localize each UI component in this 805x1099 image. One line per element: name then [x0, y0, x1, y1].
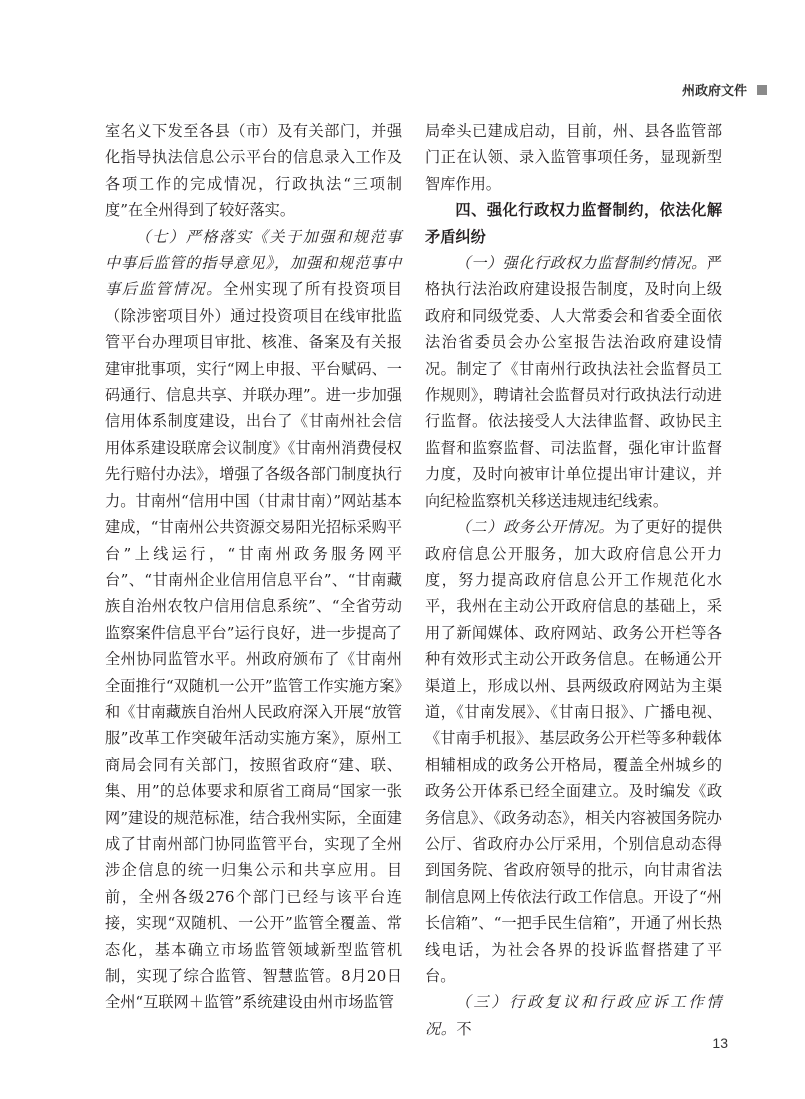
paragraph: 局牵头已建成启动，目前，州、县各监管部门正在认领、录入监管事项任务，显现新型智库作用。 [425, 122, 722, 193]
paragraph [105, 224, 402, 1016]
paragraph-body: 为了更好的提供政府信息公开服务，加大政府信息公开力度，努力提高政府信息公开工作规范化水平，我州在主动公开政府信息的基础上，采用了新闻媒体、政府网站、政务公开栏等各种有效形式主动公开政务信息。在畅通公开渠道上，形成以州、县两级政府网站为主渠道，《甘南发展》、《甘南日报》、广播电视、《甘南手机报》、基层政务公开栏等多种载体相辅相成的政务公开格局，覆盖全州城乡的政务公开体系已经全面建立。及时编发《政务信息》、《政务动态》，相关内容被国务院办公厅、省政府办公厅采用，个别信息动态得到国务院、省政府领导的批示，向甘肃省法制信息网上传依法行政工作信息。开设了“州长信箱”、“一把手民生信箱”，开通了州长热线电话，为社会各界的投诉监督搭建了平台。 [425, 518, 723, 985]
subsection-heading: （七）严格落实《关于加强和规范事中事后监管的指导意见》，加强和规范事中事后监管情况。 [105, 227, 402, 299]
paragraph [425, 250, 722, 514]
paragraph [425, 514, 722, 989]
page-number: 13 [712, 1035, 728, 1051]
paragraph: 室名义下发至各县（市）及有关部门，并强化指导执法信息公示平台的信息录入工作及各项工作的完成情况，行政执法“三项制度”在全州得到了较好落实。 [105, 122, 402, 220]
subsection-heading: （一）强化行政权力监督制约情况。 [455, 254, 707, 273]
subsection-heading: （二）政务公开情况。 [455, 518, 615, 537]
header-square-icon [757, 85, 767, 95]
paragraph-body: 全州实现了所有投资项目（除涉密项目外）通过投资项目在线审批监管平台办理项目审批、核准、备案及有关报建审批事项，实行“网上申报、平台赋码、一码通行、信息共享、并联办理”。进一步加强信用体系制度建设，出台了《甘南州社会信用体系建设联席会议制度》《甘南州消费侵权先行赔付办法》，增强了各级各部门制度执行力。甘南州“信用中国（甘肃甘南）”网站基本建成，“甘南州公共资源交易阳光招标采购平台”上线运行，“甘南州政务服务网平台”、“甘南州企业信用信息平台”、“甘南藏族自治州农牧户信用信息系统”、“全省劳动监察案件信息平台”运行良好，进一步提高了全州协同监管水平。州政府颁布了《甘南州全面推行“双随机一公开”监管工作实施方案》和《甘南藏族自治州人民政府深入开展“放管服”改革工作突破年活动实施方案》，原州工商局会同有关部门，按照省政府“建、联、集、用”的总体要求和原省工商局“国家一张网”建设的规范标准，结合我州实际，全面建成了甘南州部门协同监管平台，实现了全州涉企信息的统一归集公示和共享应用。目前，全州各级276个部门已经与该平台连接，实现“双随机、一公开”监管全覆盖、常态化，基本确立市场监管领域新型监管机制，实现了综合监管、智慧监管。8月20日全州“互联网＋监管”系统建设由州市场监管 [105, 280, 403, 1012]
left-column [105, 118, 402, 1016]
right-column [425, 118, 722, 1042]
subsection-heading: （三）行政复议和行政应诉工作情况。 [425, 993, 722, 1038]
paragraph [425, 989, 722, 1042]
running-header [682, 80, 767, 99]
section-heading: 四、强化行政权力监督制约，依法化解矛盾纠纷 [425, 201, 722, 246]
paragraph-body: 严格执行法治政府建设报告制度，及时向上级政府和同级党委、人大常委会和省委全面依法治省委员会办公室报告法治政府建设情况。制定了《甘南州行政执法社会监督员工作规则》，聘请社会监督员对行政执法行动进行监督。依法接受人大法律监督、政协民主监督和监察监督、司法监督，强化审计监督力度，及时向被审计单位提出审计建议，并向纪检监察机关移送违规违纪线索。 [425, 254, 722, 510]
header-title: 州政府文件 [681, 84, 747, 99]
paragraph-body: 不 [456, 1019, 472, 1038]
